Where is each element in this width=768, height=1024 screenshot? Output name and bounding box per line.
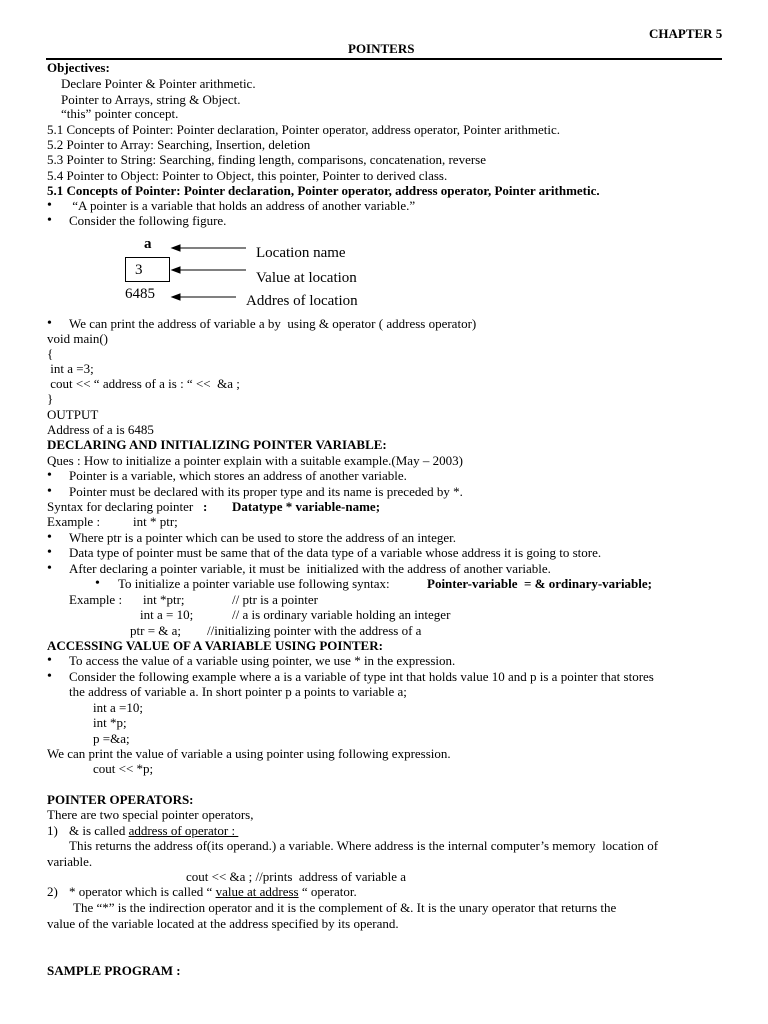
toc-item: 5.2 Pointer to Array: Searching, Insertion, deletion	[47, 137, 311, 152]
section-heading-5-1: 5.1 Concepts of Pointer: Pointer declaration, Pointer operator, address operator, Pointer arithmetic.	[47, 183, 600, 198]
sub-bullet-icon: •	[95, 576, 100, 591]
code-line: {	[47, 346, 54, 361]
code-line: cout << *p;	[93, 761, 154, 776]
toc-item: 5.1 Concepts of Pointer: Pointer declaration, Pointer operator, address operator, Pointer arithmetic.	[47, 122, 561, 137]
sub-syntax: Pointer-variable = & ordinary-variable;	[427, 576, 652, 591]
syntax-label: Syntax for declaring pointer	[47, 499, 194, 514]
bullet-text: Consider the following figure.	[69, 213, 227, 228]
code-line: cout << “ address of a is : “ << &a ;	[47, 376, 240, 391]
bullet-icon: •	[47, 198, 52, 213]
arrow-head	[172, 294, 180, 300]
example-code: int * ptr;	[133, 514, 178, 529]
toc-item: 5.4 Pointer to Object: Pointer to Object, this pointer, Pointer to derived class.	[47, 168, 448, 183]
op1-term: address of operator :	[128, 823, 239, 838]
example-code: int *ptr;	[143, 592, 185, 607]
code-line: int *p;	[93, 715, 127, 730]
op2-prefix: * operator which is called “	[69, 884, 216, 899]
bullet-text: We can print the address of variable a by using & operator ( address operator)	[69, 316, 477, 331]
example-code: ptr = & a;	[130, 623, 182, 638]
code-line: void main()	[47, 331, 109, 346]
bullet-icon: •	[47, 669, 52, 684]
example-comment: //initializing pointer with the address of a	[207, 623, 422, 638]
bullet-icon: •	[47, 545, 52, 560]
section-heading-sample: SAMPLE PROGRAM :	[47, 963, 181, 978]
list-item	[69, 823, 238, 838]
bullet-text: “A pointer is a variable that holds an address of another variable.”	[69, 198, 416, 213]
objective-item: “this” pointer concept.	[61, 106, 179, 121]
question-text: Ques : How to initialize a pointer explain with a suitable example.(May – 2003)	[47, 453, 463, 468]
bullet-text: Pointer must be declared with its proper type and its name is preceded by *.	[69, 484, 463, 499]
figure-label-value: Value at location	[256, 270, 357, 286]
body-text: There are two special pointer operators,	[47, 807, 254, 822]
bullet-text: To access the value of a variable using pointer, we use * in the expression.	[69, 653, 456, 668]
body-text: We can print the value of variable a using pointer using following expression.	[47, 746, 451, 761]
code-line: }	[47, 391, 54, 406]
bullet-icon: •	[47, 653, 52, 668]
bullet-icon: •	[47, 530, 52, 545]
example-label: Example :	[47, 514, 101, 529]
bullet-text: the address of variable a. In short pointer p a points to variable a;	[69, 684, 407, 699]
syntax-text: Datatype * variable-name;	[232, 499, 381, 514]
body-text: The “*” is the indirection operator and it is the complement of &. It is the unary operator that returns the	[73, 900, 617, 915]
bullet-icon: •	[47, 316, 52, 331]
chapter-label: CHAPTER 5	[649, 26, 723, 41]
op2-term: value at address	[215, 884, 299, 899]
figure-address: 6485	[125, 286, 155, 302]
example-comment: // ptr is a pointer	[232, 592, 318, 607]
bullet-text: After declaring a pointer variable, it must be initialized with the address of another variable.	[69, 561, 551, 576]
figure-label-address: Addres of location	[246, 293, 358, 309]
op2-suffix: “ operator.	[298, 884, 357, 899]
list-number: 1)	[47, 823, 58, 838]
figure-var-name: a	[144, 236, 152, 252]
code-line: int a =3;	[47, 361, 94, 376]
example-label: Example :	[69, 592, 123, 607]
bullet-text: Pointer is a variable, which stores an address of another variable.	[69, 468, 407, 483]
output-text: Address of a is 6485	[47, 422, 154, 437]
code-line: int a =10;	[93, 700, 143, 715]
section-heading-operators: POINTER OPERATORS:	[47, 792, 194, 807]
body-text: This returns the address of(its operand.) a variable. Where address is the internal computer’s memory location of	[69, 838, 659, 853]
objective-item: Pointer to Arrays, string & Object.	[61, 92, 241, 107]
example-comment: // a is ordinary variable holding an integer	[232, 607, 451, 622]
bullet-icon: •	[47, 468, 52, 483]
sub-bullet-text: To initialize a pointer variable use following syntax:	[118, 576, 390, 591]
toc-item: 5.3 Pointer to String: Searching, finding length, comparisons, concatenation, reverse	[47, 152, 487, 167]
body-text: value of the variable located at the address specified by its operand.	[47, 916, 399, 931]
objective-item: Declare Pointer & Pointer arithmetic.	[61, 76, 256, 91]
bullet-icon: •	[47, 484, 52, 499]
arrow-head	[172, 267, 180, 273]
section-heading-declaring: DECLARING AND INITIALIZING POINTER VARIABLE:	[47, 437, 387, 452]
example-code: int a = 10;	[140, 607, 194, 622]
objectives-heading: Objectives:	[47, 60, 110, 75]
bullet-text: Where ptr is a pointer which can be used to store the address of an integer.	[69, 530, 456, 545]
page-title: POINTERS	[348, 41, 415, 56]
output-label: OUTPUT	[47, 407, 99, 422]
figure-label-name: Location name	[256, 245, 346, 261]
op1-prefix: & is called	[69, 823, 129, 838]
bullet-text: Consider the following example where a is a variable of type int that holds value 10 and p is a pointer that stores	[69, 669, 654, 684]
body-text: variable.	[47, 854, 93, 869]
bullet-icon: •	[47, 213, 52, 228]
syntax-colon: :	[203, 499, 208, 514]
figure-value: 3	[135, 262, 143, 278]
code-line: p =&a;	[93, 731, 130, 746]
list-number: 2)	[47, 884, 58, 899]
section-heading-accessing: ACCESSING VALUE OF A VARIABLE USING POINTER:	[47, 638, 383, 653]
arrow-head	[172, 245, 180, 251]
bullet-icon: •	[47, 561, 52, 576]
code-line: cout << &a ; //prints address of variable a	[186, 869, 407, 884]
bullet-text: Data type of pointer must be same that of the data type of a variable whose address it is going to store.	[69, 545, 602, 560]
list-item	[69, 884, 357, 899]
